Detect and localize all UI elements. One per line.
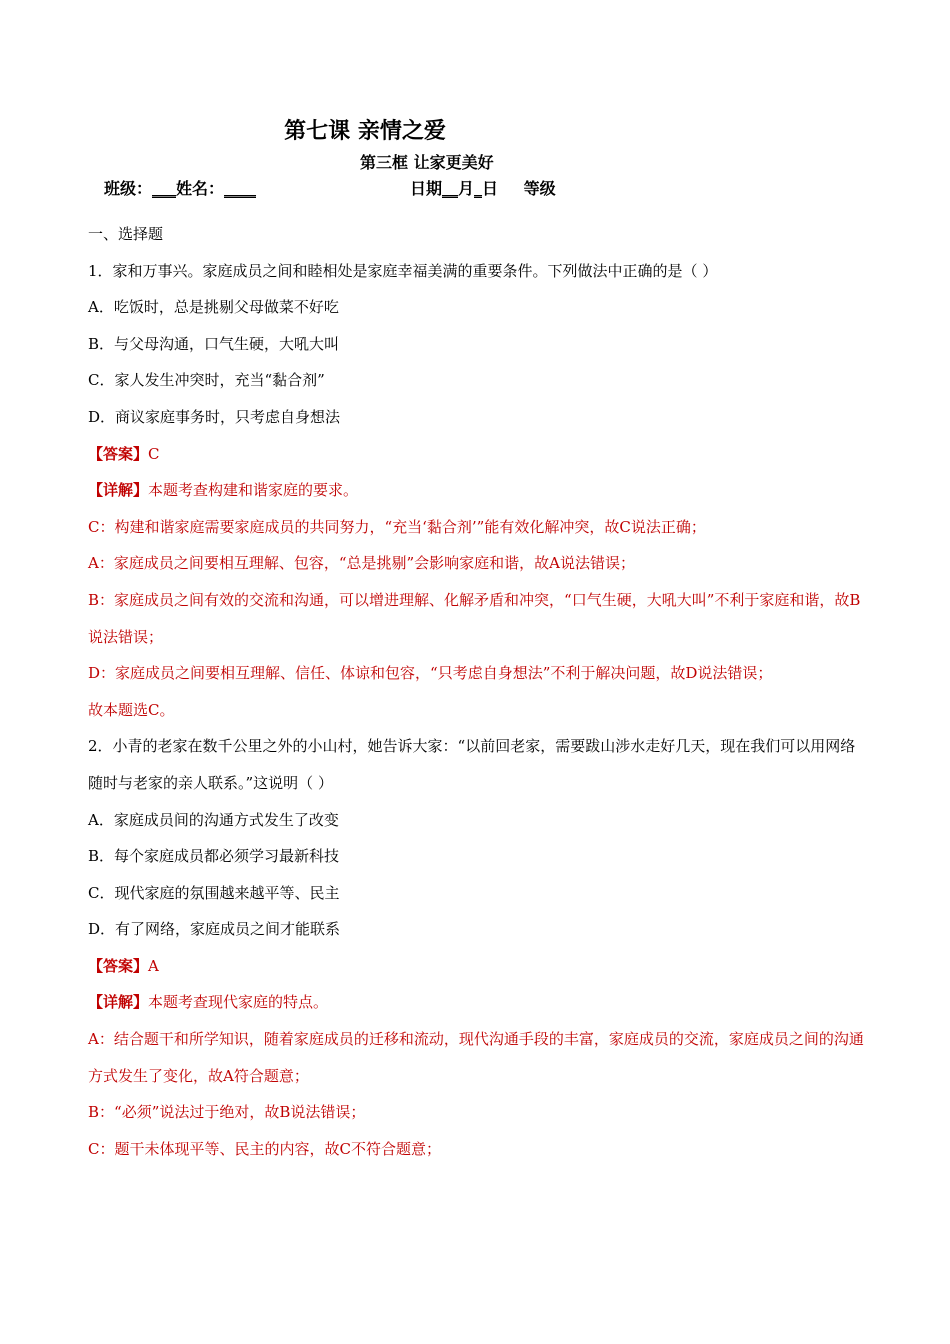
q1-detail-label: 【详解】 [88, 481, 149, 500]
q1-option-a: A．吃饭时，总是挑剔父母做菜不好吃 [88, 298, 339, 317]
student-info-row [104, 176, 864, 199]
q2-option-a: A．家庭成员间的沟通方式发生了改变 [88, 810, 339, 829]
q2-explanation-b: B：“必须”说法过于绝对，故B说法错误； [88, 1103, 366, 1122]
q1-answer-value: C [148, 444, 160, 463]
q1-conclusion: 故本题选C。 [88, 700, 175, 719]
name-blank: ____ [224, 179, 257, 198]
q2-explanation-c: C：题干未体现平等、民主的内容，故C不符合题意； [88, 1139, 441, 1158]
q2-detail [88, 984, 868, 1021]
class-label: 班级： [104, 179, 153, 198]
q1-option-b: B．与父母沟通，口气生硬，大吼大叫 [88, 334, 340, 353]
q2-answer-label: 【答案】 [88, 956, 149, 975]
section-subtitle: 第三框 让家更美好 [360, 153, 494, 172]
lesson-title: 第七课 亲情之爱 [284, 118, 446, 144]
date-blank-month: __ [442, 179, 459, 198]
q1-explanation-d: D：家庭成员之间要相互理解、信任、体谅和包容，“只考虑自身想法”不利于解决问题，故D说法错误； [88, 664, 773, 683]
q1-answer-label: 【答案】 [88, 444, 149, 463]
q2-answer-value: A [148, 956, 159, 975]
q1-option-d: D．商议家庭事务时，只考虑自身想法 [88, 407, 341, 426]
q2-option-b: B．每个家庭成员都必须学习最新科技 [88, 847, 340, 866]
grade-label: 等级 [523, 179, 556, 198]
day-label: 日 [482, 179, 499, 198]
q2-option-d: D．有了网络，家庭成员之间才能联系 [88, 920, 341, 939]
date-label: 日期 [410, 179, 443, 198]
section-heading: 一、选择题 [88, 225, 164, 243]
q2-detail-intro: 本题考查现代家庭的特点。 [148, 993, 329, 1012]
q2-stem: 2．小青的老家在数千公里之外的小山村，她告诉大家：“以前回老家，需要跋山涉水走好几天，现在我们可以用网络随时与老家的亲人联系。”这说明（ ） [88, 737, 856, 792]
q1-option-c: C．家人发生冲突时，充当“黏合剂” [88, 371, 325, 390]
q1-explanation-b: B：家庭成员之间有效的交流和沟通，可以增进理解、化解矛盾和冲突，“口气生硬，大吼大叫”不利于家庭和谐，故B说法错误； [88, 590, 861, 646]
q2-answer [88, 948, 868, 985]
month-label: 月 [458, 179, 475, 198]
q1-stem: 1．家和万事兴。家庭成员之间和睦相处是家庭幸福美满的重要条件。下列做法中正确的是（ ） [88, 261, 718, 280]
q2-option-c: C．现代家庭的氛围越来越平等、民主 [88, 883, 340, 902]
q1-detail [88, 472, 868, 509]
q2-detail-label: 【详解】 [88, 993, 149, 1012]
q1-detail-intro: 本题考查构建和谐家庭的要求。 [148, 481, 359, 500]
q1-explanation-c: C：构建和谐家庭需要家庭成员的共同努力，“充当‘黏合剂’”能有效化解冲突，故C说法正确； [88, 517, 706, 536]
q2-explanation-a: A：结合题干和所学知识，随着家庭成员的迁移和流动，现代沟通手段的丰富，家庭成员的交流，家庭成员之间的沟通方式发生了变化，故A符合题意； [88, 1030, 864, 1085]
class-blank: ___ [152, 179, 177, 198]
q1-answer [88, 436, 868, 473]
name-label: 姓名： [176, 179, 225, 198]
question-body [88, 216, 868, 1167]
date-blank-day: _ [474, 179, 483, 198]
q1-explanation-a: A：家庭成员之间要相互理解、包容，“总是挑剔”会影响家庭和谐，故A说法错误； [88, 554, 636, 573]
